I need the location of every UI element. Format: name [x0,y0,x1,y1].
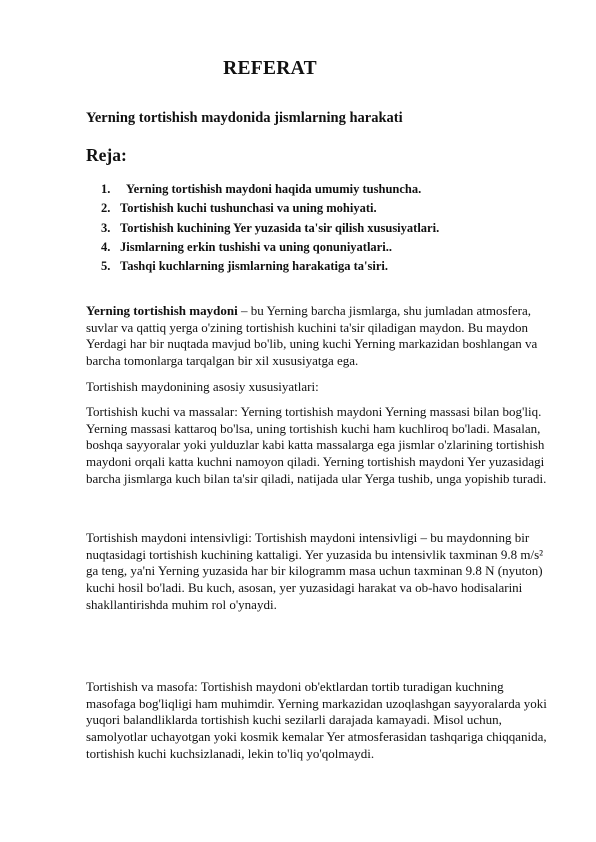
paragraph-field-intensity: Tortishish maydoni intensivligi: Tortishish maydoni intensivligi – bu maydonning bir nuqtasidagi tortishish kuchining kattaligi. Yer yuzasida bu intensivlik taxminan 9.8 m/s² ga teng, ya'ni Yerning yuzasida har bir kilogramm masa uchun taxminan 9.8 N (nyuton) kuchi hosil bo'ladi. Bu kuch, asosan, yer yuzasidagi harakat va ob-havo hodisalarini shakllantirishda muhim rol o'ynaydi. [86,530,544,612]
plan-item-text: Tortishish kuchi tushunchasi va uning mohiyati. [120,201,377,216]
plan-item-text: Jismlarning erkin tushishi va uning qonuniyatlari.. [120,239,392,254]
paragraph-text: – bu Yerning barcha jismlarga, shu jumladan atmosfera, suvlar va qattiq yerga o'zining tortishish kuchini ta'sir qiladigan maydon. Bu maydon Yerdagi har bir nuqtada mavjud bo'lib, uning kuchi Yerning markazidan boshlangan va barcha tomonlarga tarqalgan bir xil xususiyatga ega. [86,303,538,369]
plan-item-number: 3. [101,220,111,235]
plan-item-number: 4. [101,239,111,254]
plan-item-number: 5. [101,259,111,274]
plan-heading: Reja: [86,145,127,165]
paragraph-force-and-mass: Tortishish kuchi va massalar: Yerning tortishish maydoni Yerning massasi bilan bog'liq. Yerning massasi kattaroq bo'lsa, uning tortishish kuchi ham kuchliroq bo'ladi. Masalan, boshqa sayyoralar yoki yulduzlar kabi katta massalarga ega jismlar o'zlarining tortishish maydoni orqali katta kuchni namoyon qiladi. Yerning tortishish maydoni Yer yuzasidagi barcha jismlarga kuch bilan ta'sir qiladi, natijada ular Yerga tushib, unga yopishib turadi. [86,404,547,486]
paragraph-properties-heading: Tortishish maydonining asosiy xususiyatlari: [86,379,319,394]
plan-item [101,199,439,218]
plan-item-text: Tortishish kuchining Yer yuzasida ta'sir qilish xususiyatlari. [120,220,440,235]
plan-item-number: 2. [101,201,111,216]
plan-item-text: Tashqi kuchlarning jismlarning harakatiga ta'siri. [120,259,388,274]
paragraph-lead-term: Yerning tortishish maydoni [86,303,238,318]
plan-item [101,219,439,238]
paragraph-gravity-and-distance: Tortishish va masofa: Tortishish maydoni ob'ektlardan tortib turadigan kuchning masofaga bog'liqligi ham muhimdir. Yerning markazidan uzoqlashgan sayyoralarda yoki yuqori balandliklarda tortishish kuchi sezilarli darajada kamayadi. Misol uchun, samolyotlar uchayotgan yoki kosmik kemalar Yer atmosferasidan tashqariga chiqqanida, tortishish kuchi kuchsizlanadi, lekin to'liq yo'qolmaydi. [86,679,547,761]
plan-item [101,257,439,276]
plan-item-number: 1. [101,182,111,196]
plan-list [101,180,439,276]
document-subtitle: Yerning tortishish maydonida jismlarning harakati [86,110,403,126]
paragraph-gravity-field-definition [86,303,556,370]
document-title: REFERAT [223,58,317,79]
plan-item [101,180,439,199]
plan-item [101,238,439,257]
plan-item-text: Yerning tortishish maydoni haqida umumiy tushuncha. [126,182,422,196]
